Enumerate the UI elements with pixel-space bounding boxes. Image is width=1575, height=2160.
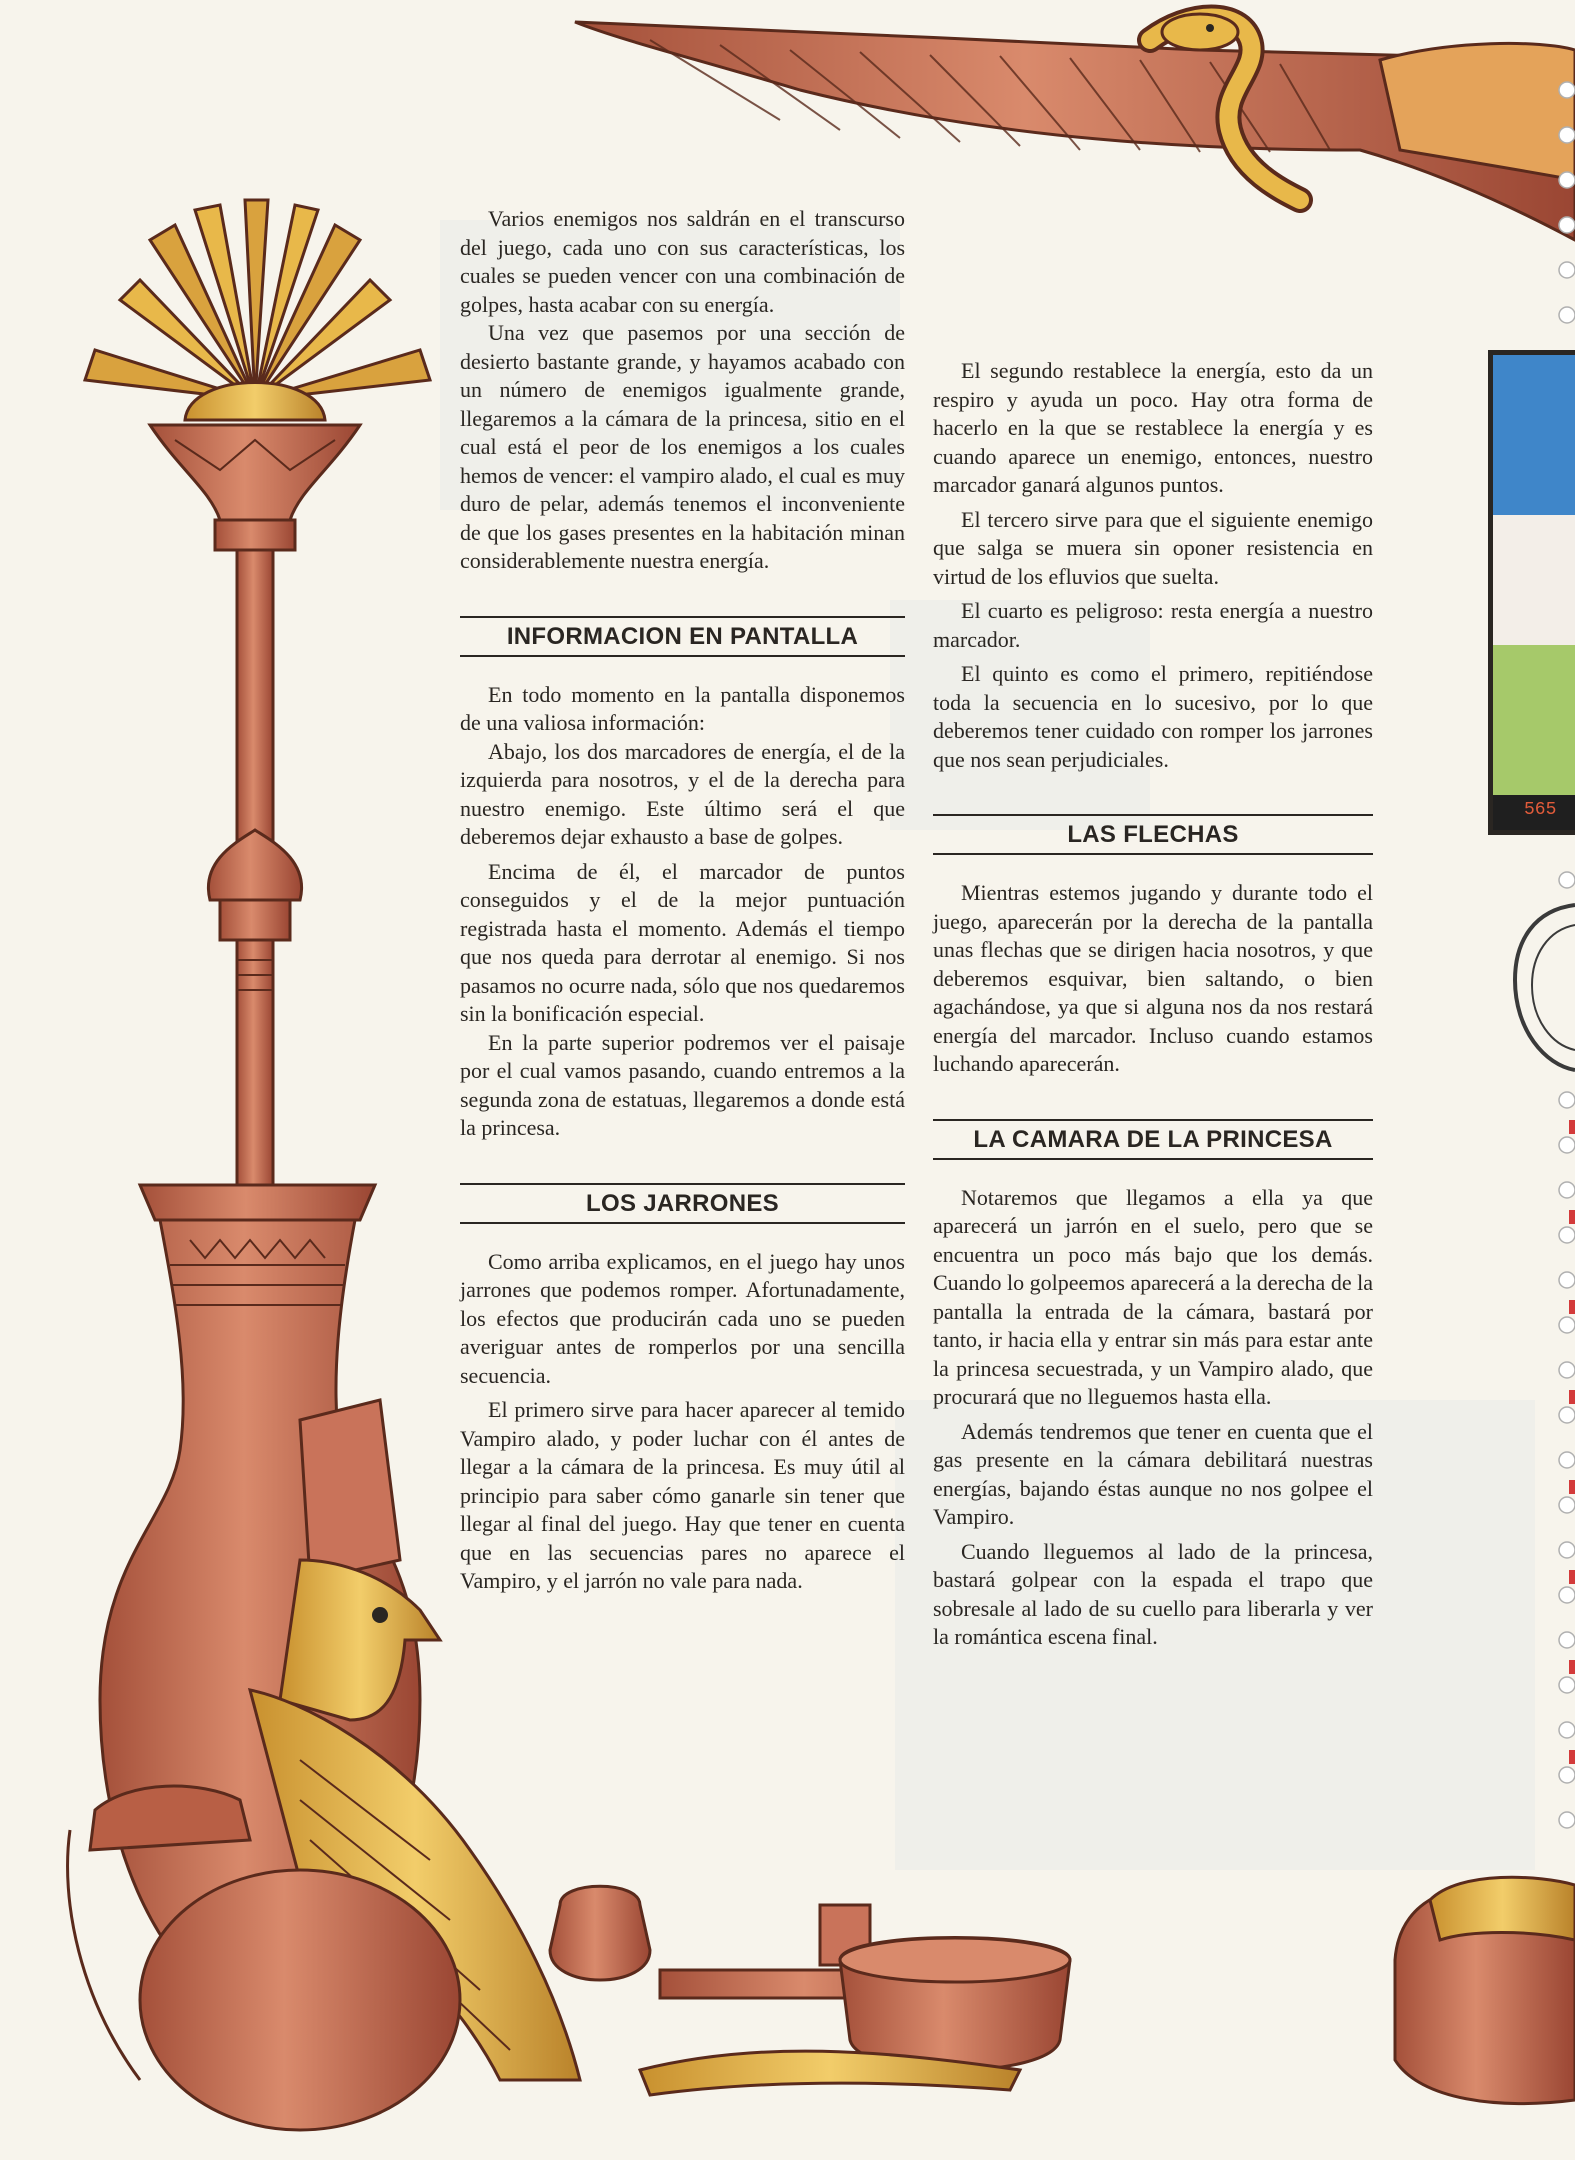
paragraph: En todo momento en la pantalla disponemos de una valiosa información:: [460, 681, 905, 735]
paragraph: Mientras estemos jugando y durante todo el juego, aparecerán por la derecha de la pantalla unas flechas que se dirigen hacia nosotros, y que deberemos esquivar, bien saltando, o bien agachándose, ya que si alguna nos da nos restará energía del marcador. Incluso cuando estamos luchando aparecerán.: [933, 880, 1373, 1076]
right-column: [933, 357, 1373, 1652]
paragraph: Encima de él, el marcador de puntos conseguidos y el de la mejor puntuación registrada hasta el momento. Además el tiempo que nos queda para derrotar al enemigo. Si nos pasamos no ocurre nada, sólo que nos quedaremos sin la bonificación especial.: [460, 858, 905, 1026]
section-heading-camara: LA CAMARA DE LA PRINCESA: [933, 1119, 1373, 1160]
game-screenshot-thumbnail: [1488, 350, 1575, 835]
paragraph: El cuarto es peligroso: resta energía a nuestro marcador.: [933, 598, 1373, 652]
paragraph: El quinto es como el primero, repitiéndose toda la secuencia en lo sucesivo, por lo que deberemos tener cuidado con romper los jarrones que nos sean perjudiciales.: [933, 661, 1373, 772]
spiral-binding: [1559, 82, 1575, 1828]
paragraph: El segundo restablece la energía, esto da un respiro y ayuda un poco. Hay otra forma de hacerlo en la que se restablece la energía y es cuando aparece un enemigo, entonces, nuestro marcador ganará algunos puntos.: [933, 358, 1373, 497]
stamp-mark: [1515, 905, 1575, 1070]
paragraph: Varios enemigos nos saldrán en el transcurso del juego, cada uno con sus características, los cuales se pueden vencer con una combinación de golpes, hasta acabar con su energía.: [460, 206, 905, 317]
section-heading-flechas: LAS FLECHAS: [933, 814, 1373, 855]
paragraph: El primero sirve para hacer aparecer al temido Vampiro alado, y poder luchar con él antes de llegar a la cámara de la princesa. Es muy útil al principio para saber cómo ganarle sin tener que llegar al final del juego. Hay que tener en cuenta que en las secuencias pares no aparece el Vampiro, y el jarrón no vale para nada.: [460, 1397, 905, 1593]
section-heading-jarrones: LOS JARRONES: [460, 1183, 905, 1224]
paragraph: Además tendremos que tener en cuenta que el gas presente en la cámara debilitará nuestras energías, bajando éstas aunque no nos golpee el Vampiro.: [933, 1418, 1373, 1529]
paragraph: Una vez que pasemos por una sección de desierto bastante grande, y hayamos acabado con un número de enemigos igualmente grande, llegaremos a la cámara de la princesa, sitio en el cual está el peor de los enemigos a los cuales hemos de vencer: el vampiro alado, el cual es muy duro de pelar, además tenemos el inconveniente de que los gases presentes en la habitación minan considerablemente nuestra energía.: [460, 320, 905, 573]
section-heading-info: INFORMACION EN PANTALLA: [460, 616, 905, 657]
paragraph: Como arriba explicamos, en el juego hay unos jarrones que podemos romper. Afortunadamente, los efectos que producirán cada uno se pueden averiguar antes de romperlos por una sencilla secuencia.: [460, 1248, 905, 1388]
paragraph: En la parte superior podremos ver el paisaje por el cual vamos pasando, cuando entremos a la segunda zona de estatuas, llegaremos a donde está la princesa.: [460, 1029, 905, 1140]
thumbnail-score-label: 565: [1524, 800, 1557, 820]
paragraph: El tercero sirve para que el siguiente enemigo que salga se muera sin oponer resistencia en virtud de los efluvios que suelta.: [933, 506, 1373, 589]
bowls-and-artifacts-art: [550, 1877, 1575, 2103]
lotus-column-art: [85, 200, 430, 1190]
left-column: [460, 205, 905, 1596]
paragraph: Abajo, los dos marcadores de energía, el de la izquierda para nosotros, y el de la derecha para nuestro enemigo. Este último será el que deberemos dejar exhausto a base de golpes.: [460, 738, 905, 849]
paragraph: Cuando lleguemos al lado de la princesa, bastará golpear con la espada el trapo que sobresale al lado de su cuello para liberarla y ver la romántica escena final.: [933, 1538, 1373, 1649]
paragraph: Notaremos que llegamos a ella ya que aparecerá un jarrón en el suelo, pero que se encuentra un poco más bajo que los demás. Cuando lo golpeemos aparecerá a la derecha de la pantalla la entrada de la cámara, bastará por tanto, ir hacia ella y entrar sin más para estar ante la princesa secuestrada, y un Vampiro alado, que procurará que no lleguemos hasta ella.: [933, 1184, 1373, 1409]
